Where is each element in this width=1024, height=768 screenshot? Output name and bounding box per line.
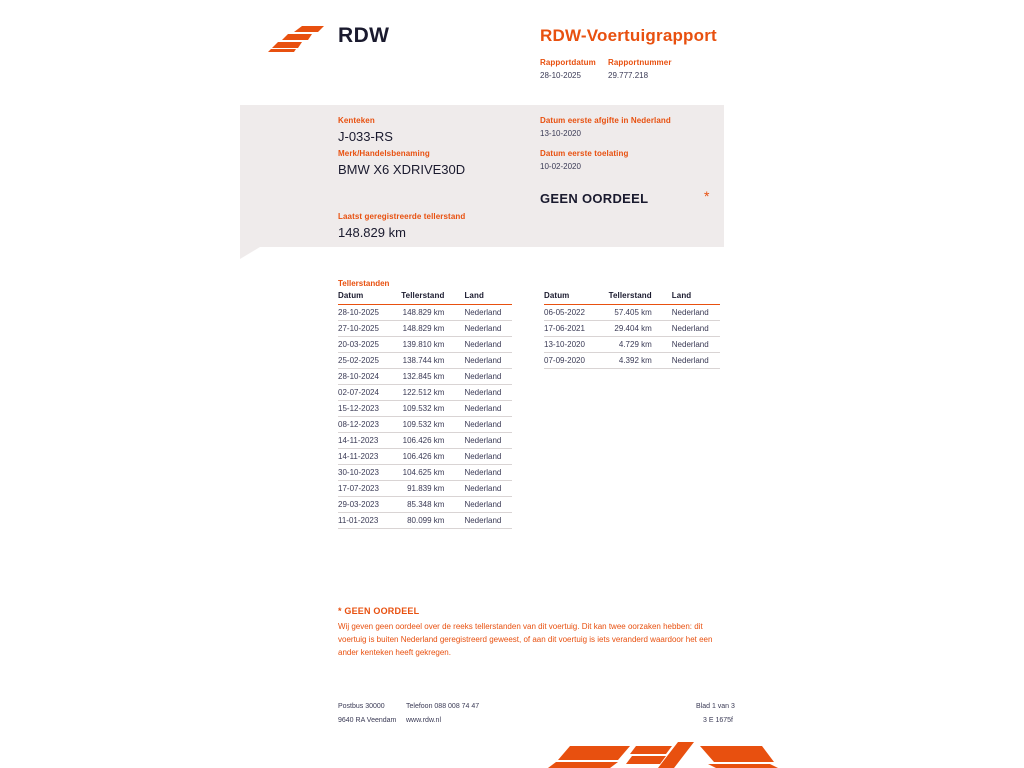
footer-page-number: Blad 1 van 3: [696, 703, 735, 710]
table-cell: Nederland: [464, 321, 512, 337]
table-row: [338, 449, 512, 465]
table-cell: 11-01-2023: [338, 513, 392, 529]
field-eerste-toelating-label: Datum eerste toelating: [540, 149, 629, 158]
footer-website[interactable]: www.rdw.nl: [406, 717, 442, 724]
table-cell: Nederland: [464, 401, 512, 417]
table-cell: 106.426 km: [392, 449, 464, 465]
field-eerste-toelating-value: 10-02-2020: [540, 162, 581, 171]
table-cell: 138.744 km: [392, 353, 464, 369]
table-row: [338, 385, 512, 401]
table-cell: 06-05-2022: [544, 305, 599, 321]
table-row: [338, 497, 512, 513]
table-row: [338, 369, 512, 385]
column-header-datum: Datum: [544, 291, 599, 305]
footer-address-line1: Postbus 30000: [338, 703, 385, 710]
table-cell: Nederland: [464, 353, 512, 369]
report-date-label: Rapportdatum: [540, 58, 596, 67]
table-cell: 13-10-2020: [544, 337, 599, 353]
footnote-body: Wij geven geen oordeel over de reeks tellerstanden van dit voertuig. Dit kan twee oorzaken hebben: dit voertuig is buiten Nederland geregistreerd geweest, of aan dit voertuig is iets veranderd waardoor het een ander kenteken heeft gekregen.: [338, 622, 713, 657]
field-laatste-tellerstand-label: Laatst geregistreerde tellerstand: [338, 212, 466, 221]
table-cell: 17-07-2023: [338, 481, 392, 497]
field-eerste-toelating: [540, 149, 628, 171]
table-cell: Nederland: [464, 465, 512, 481]
table-row: [338, 433, 512, 449]
table-cell: 139.810 km: [392, 337, 464, 353]
report-number-label: Rapportnummer: [608, 58, 672, 67]
table-cell: Nederland: [672, 305, 720, 321]
table-cell: Nederland: [464, 513, 512, 529]
table-cell: 106.426 km: [392, 433, 464, 449]
table-row: [338, 337, 512, 353]
odometer-table-right: [544, 291, 720, 369]
field-kenteken-label: Kenteken: [338, 116, 375, 125]
column-header-land: Land: [672, 291, 720, 305]
table-cell: 148.829 km: [392, 305, 464, 321]
table-cell: Nederland: [672, 321, 720, 337]
table-cell: 15-12-2023: [338, 401, 392, 417]
table-cell: 14-11-2023: [338, 449, 392, 465]
table-cell: 29-03-2023: [338, 497, 392, 513]
table-cell: 91.839 km: [392, 481, 464, 497]
table-cell: 27-10-2025: [338, 321, 392, 337]
table-cell: 57.405 km: [599, 305, 672, 321]
column-header-tellerstand: Tellerstand: [392, 291, 464, 305]
table-cell: Nederland: [464, 497, 512, 513]
table-row: [544, 321, 720, 337]
field-eerste-afgifte: [540, 116, 671, 138]
table-header-row: [338, 291, 512, 305]
table-row: [338, 417, 512, 433]
report-date: [540, 58, 608, 80]
table-cell: 104.625 km: [392, 465, 464, 481]
column-header-datum: Datum: [338, 291, 392, 305]
table-cell: Nederland: [464, 481, 512, 497]
table-cell: 148.829 km: [392, 321, 464, 337]
table-cell: 20-03-2025: [338, 337, 392, 353]
table-cell: Nederland: [464, 417, 512, 433]
odometer-section-title: Tellerstanden: [338, 279, 390, 288]
field-eerste-afgifte-value: 13-10-2020: [540, 129, 581, 138]
bottom-decorative-logo-icon: [548, 734, 788, 768]
brand-title: RDW: [338, 24, 390, 47]
table-row: [338, 305, 512, 321]
table-cell: 28-10-2024: [338, 369, 392, 385]
table-cell: 29.404 km: [599, 321, 672, 337]
table-cell: Nederland: [672, 353, 720, 369]
table-row: [544, 305, 720, 321]
table-cell: 4.729 km: [599, 337, 672, 353]
table-cell: 109.532 km: [392, 417, 464, 433]
table-cell: Nederland: [464, 337, 512, 353]
table-cell: 28-10-2025: [338, 305, 392, 321]
table-cell: 14-11-2023: [338, 433, 392, 449]
column-header-land: Land: [464, 291, 512, 305]
table-cell: 132.845 km: [392, 369, 464, 385]
table-cell: Nederland: [464, 369, 512, 385]
field-laatste-tellerstand: [338, 212, 465, 240]
column-header-tellerstand: Tellerstand: [599, 291, 672, 305]
verdict-footnote-marker: *: [704, 188, 710, 204]
table-cell: 17-06-2021: [544, 321, 599, 337]
footer-phone: Telefoon 088 008 74 47: [406, 703, 480, 710]
table-cell: 25-02-2025: [338, 353, 392, 369]
odometer-table-left: [338, 291, 512, 529]
table-row: [544, 353, 720, 369]
table-cell: Nederland: [464, 305, 512, 321]
table-cell: 02-07-2024: [338, 385, 392, 401]
table-cell: 30-10-2023: [338, 465, 392, 481]
footer-doc-code: 3 E 1675f: [703, 717, 733, 724]
field-laatste-tellerstand-value: 148.829 km: [338, 225, 406, 240]
table-cell: 122.512 km: [392, 385, 464, 401]
page-title: RDW-Voertuigrapport: [540, 26, 717, 45]
table-cell: Nederland: [464, 449, 512, 465]
table-row: [338, 401, 512, 417]
field-kenteken-value: J-033-RS: [338, 129, 393, 144]
rdw-arrow-logo-icon: [268, 22, 330, 56]
table-cell: 07-09-2020: [544, 353, 599, 369]
verdict-badge: GEEN OORDEEL: [540, 191, 649, 206]
table-cell: 80.099 km: [392, 513, 464, 529]
table-cell: 109.532 km: [392, 401, 464, 417]
table-header-row: [544, 291, 720, 305]
report-date-value: 28-10-2025: [540, 71, 581, 80]
table-cell: 85.348 km: [392, 497, 464, 513]
field-merk-label: Merk/Handelsbenaming: [338, 149, 430, 158]
report-number: [608, 58, 672, 80]
report-meta: [540, 58, 672, 80]
table-cell: Nederland: [464, 433, 512, 449]
field-merk: [338, 149, 465, 177]
field-kenteken: [338, 116, 393, 144]
table-cell: Nederland: [464, 385, 512, 401]
table-row: [338, 321, 512, 337]
panel-corner-notch: [240, 247, 260, 259]
table-row: [338, 465, 512, 481]
field-merk-value: BMW X6 XDRIVE30D: [338, 162, 466, 177]
table-row: [544, 337, 720, 353]
table-row: [338, 513, 512, 529]
table-cell: 08-12-2023: [338, 417, 392, 433]
table-cell: 4.392 km: [599, 353, 672, 369]
footnote-title: * GEEN OORDEEL: [338, 606, 420, 616]
report-number-value: 29.777.218: [608, 71, 649, 80]
table-cell: Nederland: [672, 337, 720, 353]
table-row: [338, 481, 512, 497]
table-row: [338, 353, 512, 369]
field-eerste-afgifte-label: Datum eerste afgifte in Nederland: [540, 116, 671, 125]
footer-address-line2: 9640 RA Veendam: [338, 717, 397, 724]
